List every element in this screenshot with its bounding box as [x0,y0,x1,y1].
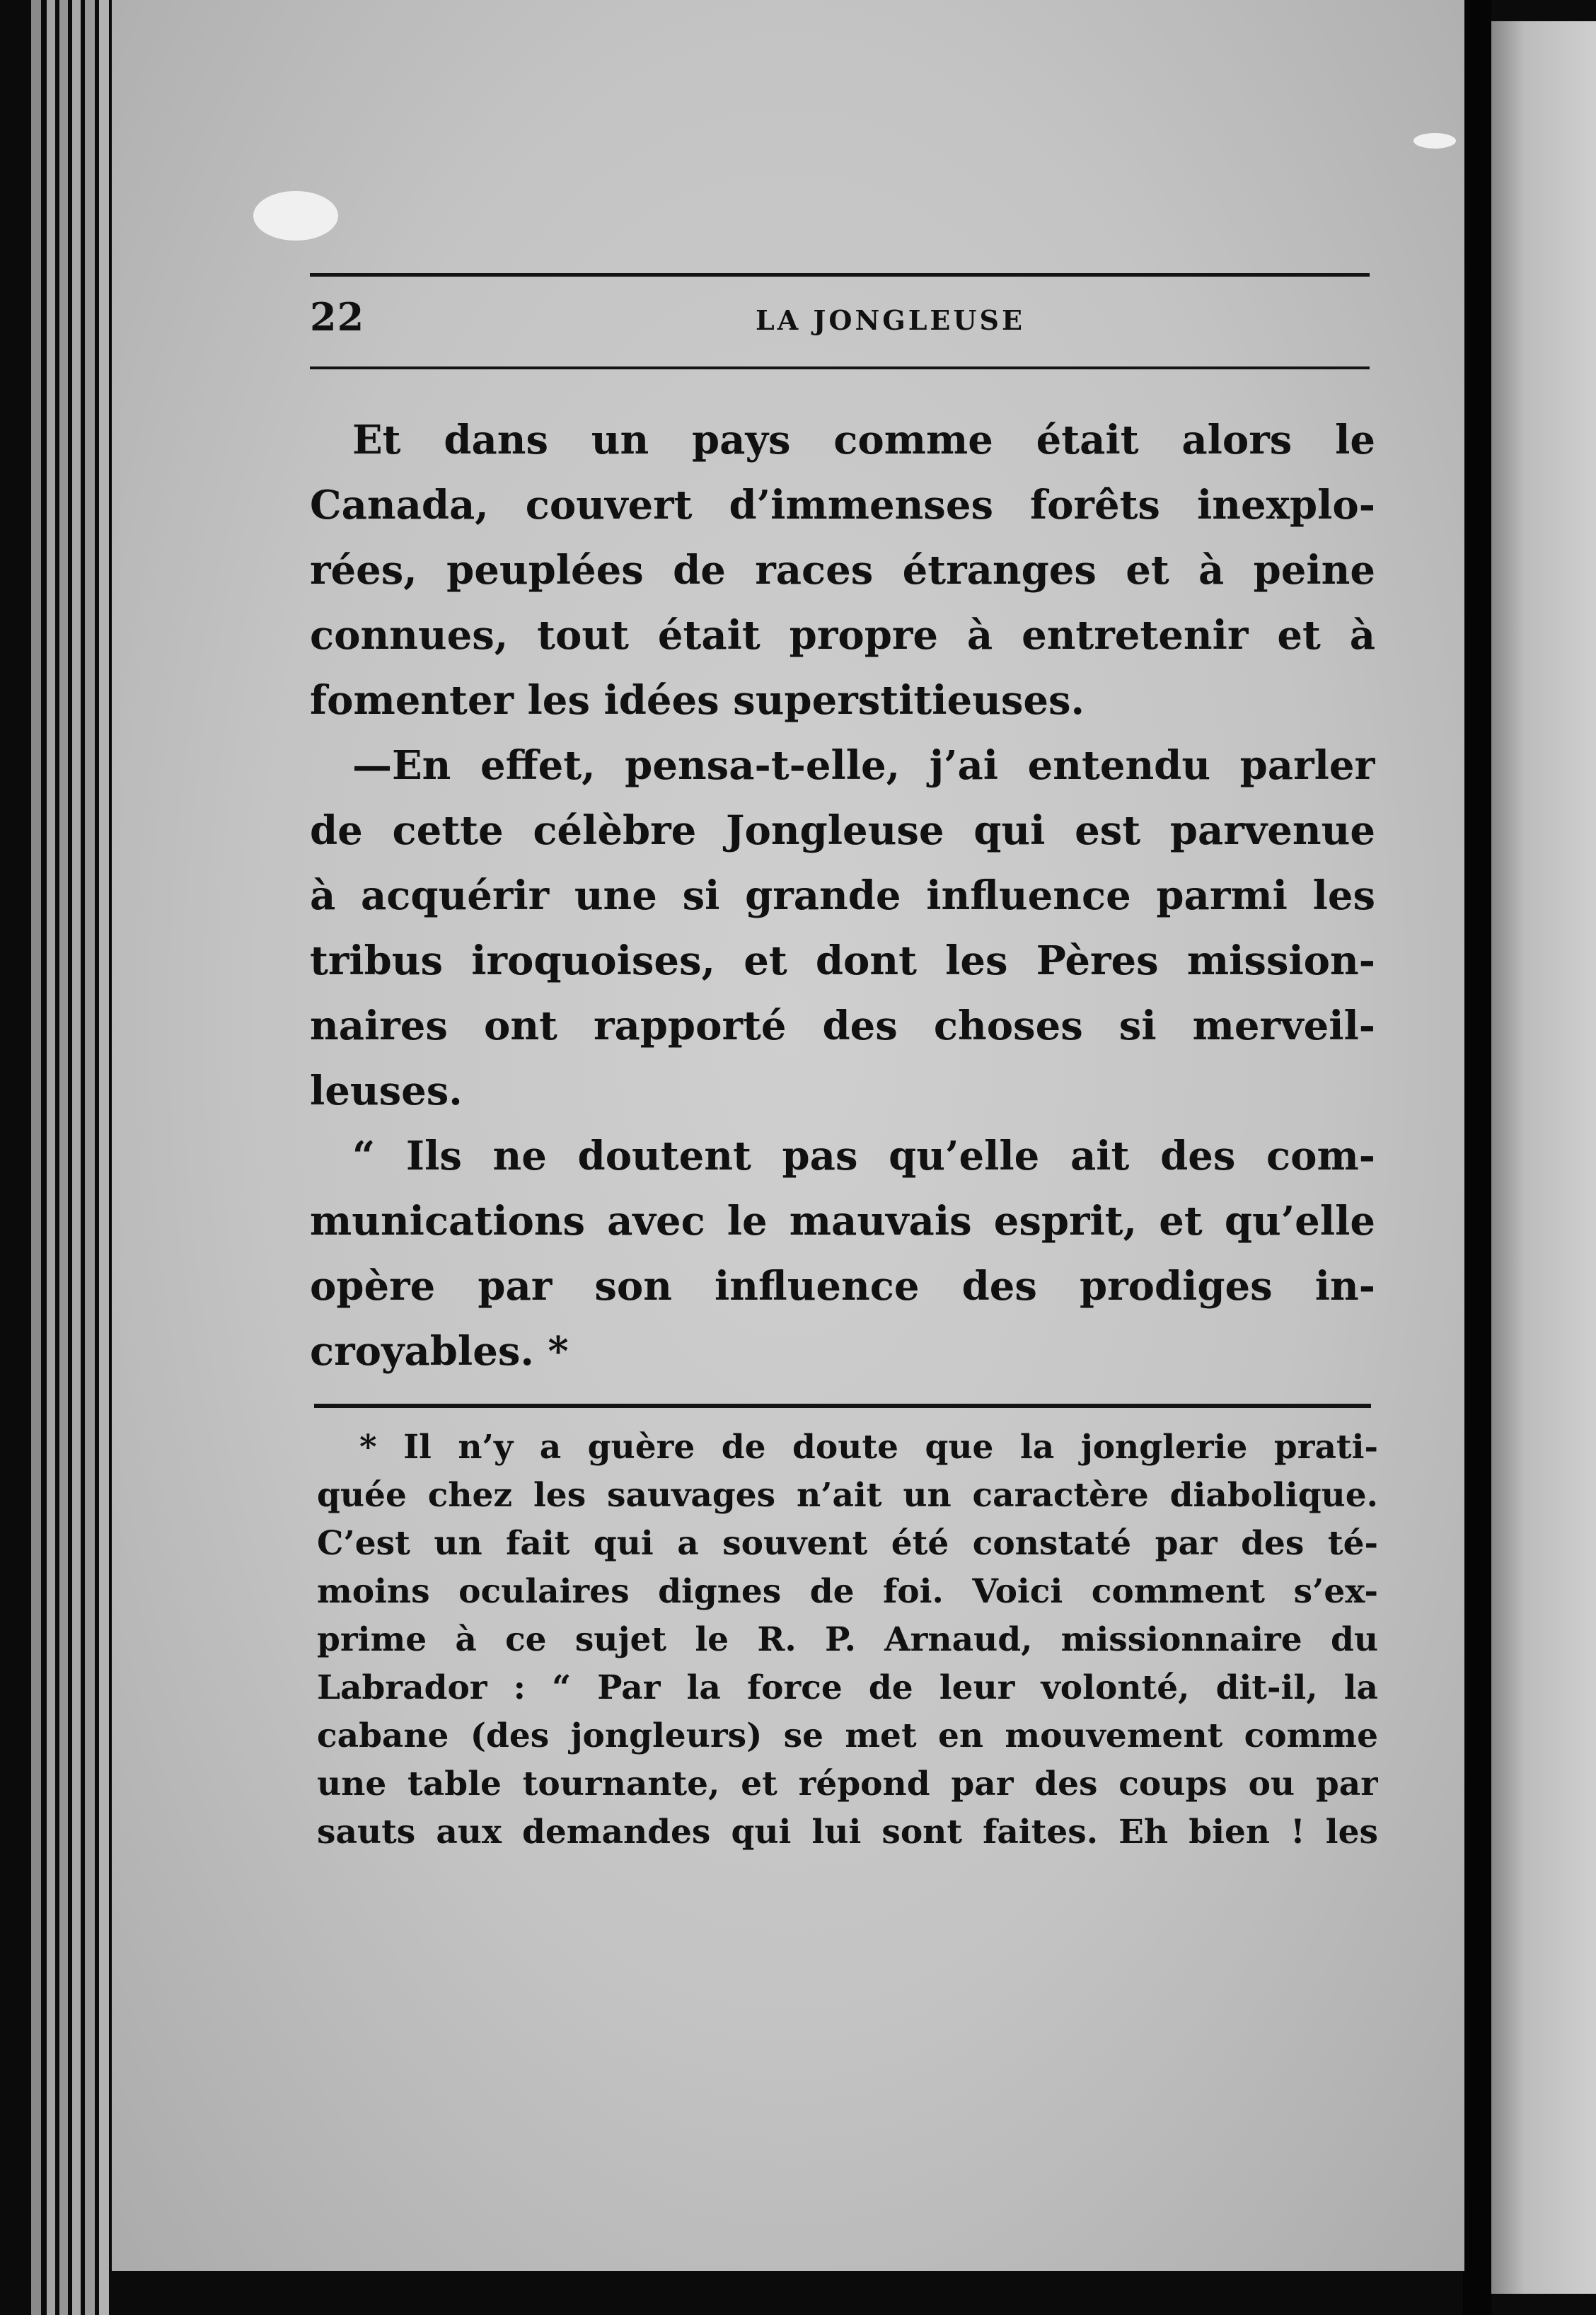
footnote-line: prime à ce sujet le R. P. Arnaud, missionnaire du [317,1620,1378,1659]
footnote-line: * Il n’y a guère de doute que la jonglerie prati- [359,1428,1378,1467]
header-top-rule [310,273,1370,277]
page-edge [72,0,81,2315]
text-line: Canada, couvert d’immenses forêts inexplo- [310,482,1375,529]
footnote [317,1424,1378,1857]
footnote-line: cabane (des jongleurs) se met en mouvement comme [317,1716,1378,1755]
paper-blemish [1413,133,1456,149]
text-line: munications avec le mauvais esprit, et qu’elle [310,1198,1375,1245]
footnote-line: une table tournante, et répond par des coups ou par [317,1765,1378,1803]
page-edge [85,0,95,2315]
footnote-line: C’est un fait qui a souvent été constaté par des té- [317,1524,1378,1563]
text-line: à acquérir une si grande influence parmi les [310,872,1375,919]
running-title: LA JONGLEUSE [756,304,1025,336]
paper-blemish [253,191,338,241]
text-line: de cette célèbre Jongleuse qui est parvenue [310,807,1375,854]
facing-page-edge [1486,21,1596,2294]
footnote-line: moins oculaires dignes de foi. Voici comment s’ex- [317,1572,1378,1611]
page-edge [31,0,41,2315]
page-edge [99,0,109,2315]
text-line: leuses. [310,1068,463,1114]
text-line: —En effet, pensa-t-elle, j’ai entendu parler [352,742,1375,789]
text-line: rées, peuplées de races étranges et à peine [310,547,1375,594]
text-line: connues, tout était propre à entretenir et à [310,612,1375,659]
text-line: fomenter les idées superstitieuses. [310,677,1085,724]
binding-gutter [1463,0,1491,2315]
main-text [310,408,1375,1384]
text-line: Et dans un pays comme était alors le [352,417,1375,463]
page-edge [47,0,55,2315]
page-number: 22 [310,294,365,340]
text-line: naires ont rapporté des choses si merveil- [310,1003,1375,1049]
footnote-line: sauts aux demandes qui lui sont faites. Eh bien ! les [317,1813,1378,1852]
text-line: tribus iroquoises, et dont les Pères mission- [310,937,1375,984]
text-line: opère par son influence des prodiges in- [310,1263,1375,1310]
footnote-line: quée chez les sauvages n’ait un caractère diabolique. [317,1476,1378,1515]
running-header [310,294,1370,344]
text-line: croyables. * [310,1328,569,1375]
text-line: “ Ils ne doutent pas qu’elle ait des com- [352,1133,1375,1179]
header-bottom-rule [310,366,1370,369]
book-page [112,0,1464,2271]
footnote-rule [314,1404,1371,1408]
page-edge [59,0,68,2315]
footnote-line: Labrador : “ Par la force de leur volonté, dit-il, la [317,1668,1378,1707]
